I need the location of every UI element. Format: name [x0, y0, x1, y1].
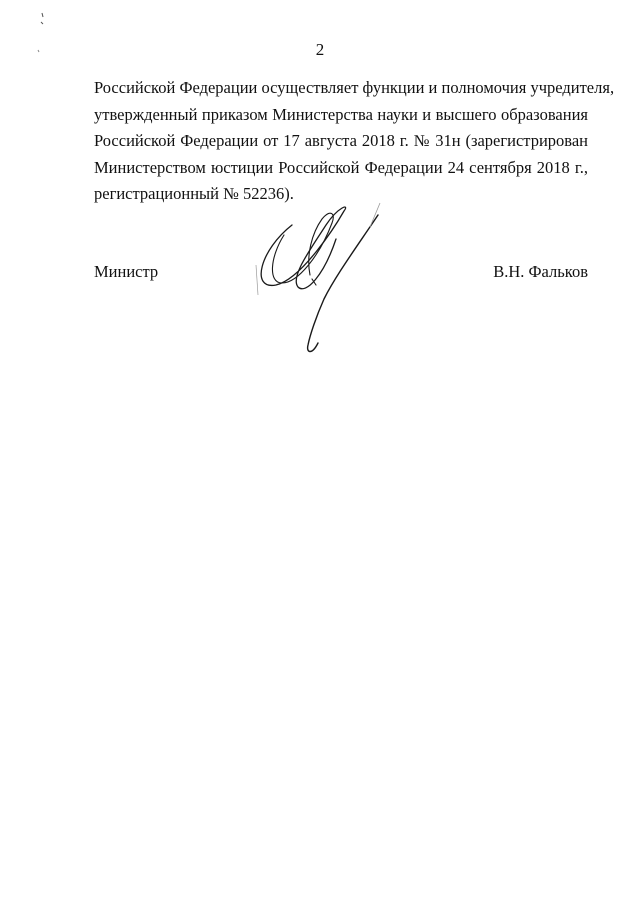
body-line-4: Министерством юстиции Российской Федерации 24 сентября 2018 г.,: [94, 157, 588, 177]
body-line-5: регистрационный № 52236).: [94, 184, 294, 203]
signer-position: Министр: [94, 262, 159, 281]
handwritten-signature: [240, 195, 400, 370]
body-paragraph: [94, 75, 615, 208]
body-line-3: Российской Федерации от 17 августа 2018 г. № 31н (зарегистрирован: [94, 131, 588, 150]
signer-name: В.Н. Фальков: [493, 262, 588, 281]
page-number: 2: [315, 40, 325, 59]
body-line-2: утвержденный приказом Министерства науки и высшего образования: [94, 104, 588, 124]
body-line-1: Российской Федерации осуществляет функции и полномочия учредителя,: [94, 78, 615, 97]
